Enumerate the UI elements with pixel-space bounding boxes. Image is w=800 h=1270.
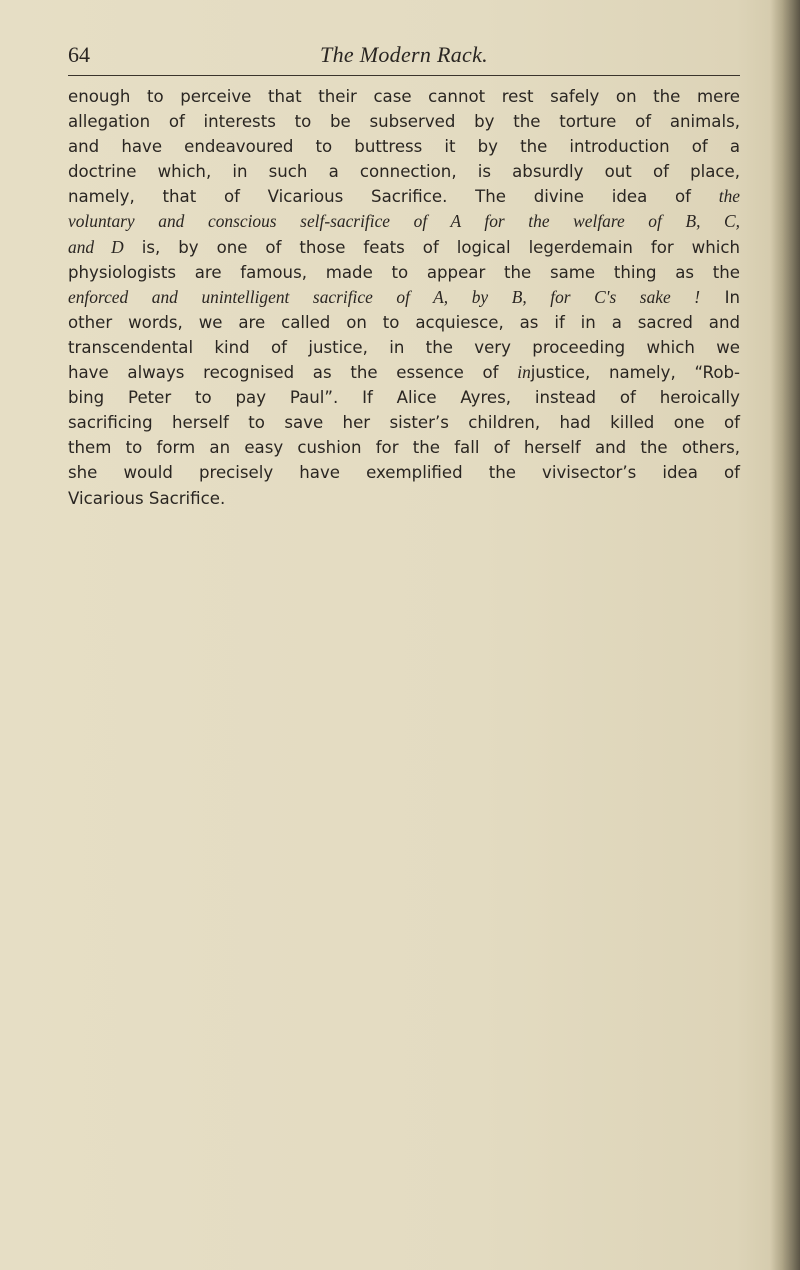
text-run: is, by one of those feats of logical legerdemain for which — [123, 237, 740, 257]
text-line — [68, 184, 740, 209]
running-head: The Modern Rack. — [320, 42, 488, 67]
text-line — [68, 385, 740, 410]
text-run: and have endeavoured to buttress it by the introduction of a — [68, 137, 740, 157]
text-run: transcendental kind of justice, in the very proceeding which we — [68, 337, 740, 357]
text-line — [68, 435, 740, 460]
text-line — [68, 285, 740, 310]
italic-run: in — [517, 362, 531, 383]
text-line — [68, 360, 740, 385]
text-run: allegation of interests to be subserved by the torture of animals, — [68, 112, 740, 132]
text-run: Vicarious Sacrifice. — [68, 488, 226, 508]
text-line — [68, 410, 740, 435]
text-line — [68, 260, 740, 285]
italic-run: enforced and unintelligent sacrifice of A, by B, for C's sake ! — [68, 286, 701, 307]
text-line — [68, 84, 740, 109]
text-run: namely, that of Vicarious Sacrifice. The divine idea of — [68, 187, 719, 207]
body-paragraph — [68, 84, 740, 511]
text-line — [68, 235, 740, 260]
text-run: doctrine which, in such a connection, is absurdly out of place, — [68, 162, 740, 182]
text-line — [68, 460, 740, 485]
text-line — [68, 109, 740, 134]
text-run: bing Peter to pay Paul”. If Alice Ayres, instead of heroically — [68, 388, 740, 408]
page-edge-shadow — [770, 0, 800, 1270]
text-line — [68, 159, 740, 184]
text-line — [68, 310, 740, 335]
text-line — [68, 134, 740, 159]
italic-run: and D — [68, 236, 124, 257]
page-number: 64 — [68, 42, 90, 67]
text-run: have always recognised as the essence of — [68, 363, 518, 383]
text-run: other words, we are called on to acquiesce, as if in a sacred and — [68, 312, 740, 332]
italic-run: voluntary and conscious self-sacrifice of A for the welfare of B, C, — [68, 211, 740, 232]
text-line — [68, 486, 740, 511]
text-run: In — [700, 287, 740, 307]
text-run: sacrificing herself to save her sister’s children, had killed one of — [68, 413, 740, 433]
text-run: enough to perceive that their case cannot rest safely on the mere — [68, 87, 740, 106]
text-run: physiologists are famous, made to appear the same thing as the — [68, 262, 740, 282]
text-run: she would precisely have exemplified the vivisector’s idea of — [68, 463, 740, 483]
page-header — [68, 36, 740, 76]
text-run: them to form an easy cushion for the fall of herself and the others, — [68, 438, 740, 458]
text-line — [68, 209, 740, 234]
text-line — [68, 335, 740, 360]
text-run: justice, namely, “Rob- — [530, 363, 740, 383]
header-rule — [68, 75, 740, 76]
italic-run: the — [718, 186, 740, 207]
